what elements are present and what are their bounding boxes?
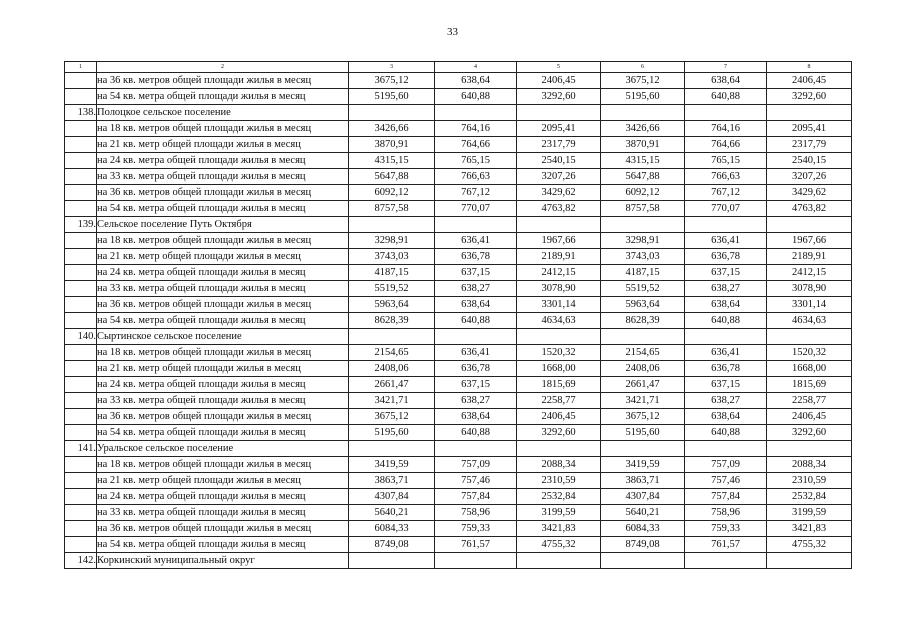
value-cell-col-4: 636,78 xyxy=(435,249,517,265)
row-label: на 18 кв. метров общей площади жилья в месяц xyxy=(97,233,349,249)
value-cell-col-4: 757,84 xyxy=(435,489,517,505)
row-label: на 18 кв. метров общей площади жилья в месяц xyxy=(97,121,349,137)
value-cell-col-5: 3078,90 xyxy=(517,281,601,297)
value-cell-col-3: 2154,65 xyxy=(349,345,435,361)
value-cell-col-8: 3292,60 xyxy=(767,425,852,441)
value-cell-col-3: 5640,21 xyxy=(349,505,435,521)
table-row xyxy=(65,313,852,329)
value-cell-col-6: 3419,59 xyxy=(601,457,685,473)
row-label: на 36 кв. метров общей площади жилья в месяц xyxy=(97,297,349,313)
empty-cell xyxy=(767,441,852,457)
empty-cell xyxy=(517,553,601,569)
value-cell-col-7: 767,12 xyxy=(685,185,767,201)
value-cell-col-6: 3863,71 xyxy=(601,473,685,489)
value-cell-col-7: 757,09 xyxy=(685,457,767,473)
row-number-cell xyxy=(65,233,97,249)
empty-cell xyxy=(435,105,517,121)
empty-cell xyxy=(601,217,685,233)
value-cell-col-6: 6084,33 xyxy=(601,521,685,537)
value-cell-col-5: 2189,91 xyxy=(517,249,601,265)
value-cell-col-7: 636,41 xyxy=(685,233,767,249)
value-cell-col-5: 3292,60 xyxy=(517,425,601,441)
value-cell-col-6: 5640,21 xyxy=(601,505,685,521)
value-cell-col-8: 2412,15 xyxy=(767,265,852,281)
empty-cell xyxy=(685,441,767,457)
value-cell-col-8: 1668,00 xyxy=(767,361,852,377)
empty-cell xyxy=(349,217,435,233)
row-label: на 33 кв. метра общей площади жилья в месяц xyxy=(97,505,349,521)
tariff-table xyxy=(64,61,852,569)
value-cell-col-6: 3421,71 xyxy=(601,393,685,409)
value-cell-col-8: 2406,45 xyxy=(767,73,852,89)
row-number-cell xyxy=(65,345,97,361)
value-cell-col-6: 3426,66 xyxy=(601,121,685,137)
value-cell-col-7: 759,33 xyxy=(685,521,767,537)
row-number-cell xyxy=(65,281,97,297)
value-cell-col-5: 3207,26 xyxy=(517,169,601,185)
value-cell-col-4: 761,57 xyxy=(435,537,517,553)
table-row xyxy=(65,201,852,217)
value-cell-col-3: 6084,33 xyxy=(349,521,435,537)
table-row xyxy=(65,233,852,249)
empty-cell xyxy=(349,441,435,457)
row-number-cell xyxy=(65,425,97,441)
value-cell-col-4: 640,88 xyxy=(435,425,517,441)
section-row xyxy=(65,441,852,457)
value-cell-col-8: 3301,14 xyxy=(767,297,852,313)
table-row xyxy=(65,185,852,201)
value-cell-col-7: 638,64 xyxy=(685,297,767,313)
value-cell-col-3: 4307,84 xyxy=(349,489,435,505)
table-row xyxy=(65,297,852,313)
value-cell-col-8: 2532,84 xyxy=(767,489,852,505)
section-number: 142. xyxy=(65,553,97,569)
value-cell-col-4: 764,66 xyxy=(435,137,517,153)
value-cell-col-8: 4755,32 xyxy=(767,537,852,553)
value-cell-col-6: 3743,03 xyxy=(601,249,685,265)
table-row xyxy=(65,473,852,489)
value-cell-col-4: 765,15 xyxy=(435,153,517,169)
column-number-3: 3 xyxy=(349,62,435,73)
table-row xyxy=(65,153,852,169)
value-cell-col-6: 8757,58 xyxy=(601,201,685,217)
table-row xyxy=(65,377,852,393)
row-number-cell xyxy=(65,249,97,265)
empty-cell xyxy=(601,441,685,457)
value-cell-col-6: 8628,39 xyxy=(601,313,685,329)
value-cell-col-6: 5647,88 xyxy=(601,169,685,185)
value-cell-col-8: 3207,26 xyxy=(767,169,852,185)
value-cell-col-3: 3743,03 xyxy=(349,249,435,265)
empty-cell xyxy=(517,105,601,121)
table-row xyxy=(65,345,852,361)
value-cell-col-6: 3675,12 xyxy=(601,409,685,425)
row-label: на 24 кв. метра общей площади жилья в месяц xyxy=(97,265,349,281)
value-cell-col-6: 3870,91 xyxy=(601,137,685,153)
value-cell-col-8: 1967,66 xyxy=(767,233,852,249)
value-cell-col-7: 765,15 xyxy=(685,153,767,169)
row-number-cell xyxy=(65,297,97,313)
value-cell-col-7: 770,07 xyxy=(685,201,767,217)
value-cell-col-5: 1815,69 xyxy=(517,377,601,393)
row-label: на 24 кв. метра общей площади жилья в месяц xyxy=(97,153,349,169)
column-number-1: 1 xyxy=(65,62,97,73)
value-cell-col-7: 636,41 xyxy=(685,345,767,361)
section-name: Уральское сельское поселение xyxy=(97,441,349,457)
value-cell-col-5: 3199,59 xyxy=(517,505,601,521)
value-cell-col-4: 757,46 xyxy=(435,473,517,489)
section-row xyxy=(65,217,852,233)
row-label: на 21 кв. метр общей площади жилья в месяц xyxy=(97,249,349,265)
empty-cell xyxy=(349,553,435,569)
value-cell-col-3: 8749,08 xyxy=(349,537,435,553)
value-cell-col-4: 757,09 xyxy=(435,457,517,473)
row-number-cell xyxy=(65,377,97,393)
value-cell-col-5: 2095,41 xyxy=(517,121,601,137)
value-cell-col-5: 1520,32 xyxy=(517,345,601,361)
empty-cell xyxy=(517,217,601,233)
row-label: на 33 кв. метра общей площади жилья в месяц xyxy=(97,281,349,297)
value-cell-col-5: 2317,79 xyxy=(517,137,601,153)
empty-cell xyxy=(435,553,517,569)
value-cell-col-3: 5195,60 xyxy=(349,89,435,105)
value-cell-col-6: 2408,06 xyxy=(601,361,685,377)
empty-cell xyxy=(435,217,517,233)
value-cell-col-8: 2317,79 xyxy=(767,137,852,153)
empty-cell xyxy=(685,553,767,569)
row-label: на 21 кв. метр общей площади жилья в месяц xyxy=(97,361,349,377)
value-cell-col-3: 5195,60 xyxy=(349,425,435,441)
value-cell-col-4: 770,07 xyxy=(435,201,517,217)
value-cell-col-8: 3078,90 xyxy=(767,281,852,297)
value-cell-col-5: 3292,60 xyxy=(517,89,601,105)
row-label: на 18 кв. метров общей площади жилья в месяц xyxy=(97,345,349,361)
value-cell-col-8: 2095,41 xyxy=(767,121,852,137)
value-cell-col-5: 2406,45 xyxy=(517,409,601,425)
empty-cell xyxy=(767,553,852,569)
row-number-cell xyxy=(65,73,97,89)
value-cell-col-5: 4755,32 xyxy=(517,537,601,553)
value-cell-col-3: 3675,12 xyxy=(349,73,435,89)
column-number-4: 4 xyxy=(435,62,517,73)
value-cell-col-8: 2088,34 xyxy=(767,457,852,473)
value-cell-col-7: 638,27 xyxy=(685,281,767,297)
empty-cell xyxy=(767,105,852,121)
table-row xyxy=(65,521,852,537)
section-name: Коркинский муниципальный округ xyxy=(97,553,349,569)
value-cell-col-3: 3675,12 xyxy=(349,409,435,425)
row-label: на 33 кв. метра общей площади жилья в месяц xyxy=(97,393,349,409)
value-cell-col-6: 2154,65 xyxy=(601,345,685,361)
row-label: на 21 кв. метр общей площади жилья в месяц xyxy=(97,473,349,489)
empty-cell xyxy=(767,329,852,345)
value-cell-col-6: 3675,12 xyxy=(601,73,685,89)
value-cell-col-4: 637,15 xyxy=(435,265,517,281)
row-number-cell xyxy=(65,521,97,537)
value-cell-col-5: 2406,45 xyxy=(517,73,601,89)
value-cell-col-3: 2408,06 xyxy=(349,361,435,377)
value-cell-col-6: 2661,47 xyxy=(601,377,685,393)
empty-cell xyxy=(349,105,435,121)
value-cell-col-8: 4634,63 xyxy=(767,313,852,329)
column-number-7: 7 xyxy=(685,62,767,73)
table-row xyxy=(65,537,852,553)
empty-cell xyxy=(601,553,685,569)
value-cell-col-4: 638,64 xyxy=(435,409,517,425)
value-cell-col-4: 766,63 xyxy=(435,169,517,185)
value-cell-col-7: 638,64 xyxy=(685,409,767,425)
value-cell-col-7: 757,84 xyxy=(685,489,767,505)
value-cell-col-7: 640,88 xyxy=(685,313,767,329)
value-cell-col-6: 5519,52 xyxy=(601,281,685,297)
value-cell-col-8: 2258,77 xyxy=(767,393,852,409)
value-cell-col-5: 2540,15 xyxy=(517,153,601,169)
value-cell-col-7: 766,63 xyxy=(685,169,767,185)
row-label: на 18 кв. метров общей площади жилья в месяц xyxy=(97,457,349,473)
section-number: 141. xyxy=(65,441,97,457)
value-cell-col-8: 1815,69 xyxy=(767,377,852,393)
value-cell-col-3: 5647,88 xyxy=(349,169,435,185)
row-number-cell xyxy=(65,265,97,281)
value-cell-col-3: 2661,47 xyxy=(349,377,435,393)
column-number-row xyxy=(65,62,852,73)
row-label: на 54 кв. метра общей площади жилья в месяц xyxy=(97,425,349,441)
empty-cell xyxy=(601,105,685,121)
value-cell-col-7: 757,46 xyxy=(685,473,767,489)
value-cell-col-4: 767,12 xyxy=(435,185,517,201)
value-cell-col-6: 4315,15 xyxy=(601,153,685,169)
table-row xyxy=(65,265,852,281)
value-cell-col-5: 3301,14 xyxy=(517,297,601,313)
value-cell-col-7: 636,78 xyxy=(685,249,767,265)
section-name: Сыртинское сельское поселение xyxy=(97,329,349,345)
empty-cell xyxy=(435,441,517,457)
row-number-cell xyxy=(65,121,97,137)
value-cell-col-3: 4187,15 xyxy=(349,265,435,281)
value-cell-col-6: 5195,60 xyxy=(601,89,685,105)
value-cell-col-3: 4315,15 xyxy=(349,153,435,169)
value-cell-col-6: 8749,08 xyxy=(601,537,685,553)
row-number-cell xyxy=(65,457,97,473)
row-label: на 36 кв. метров общей площади жилья в месяц xyxy=(97,521,349,537)
table-row xyxy=(65,505,852,521)
value-cell-col-7: 636,78 xyxy=(685,361,767,377)
empty-cell xyxy=(601,329,685,345)
row-number-cell xyxy=(65,153,97,169)
empty-cell xyxy=(517,441,601,457)
table-body xyxy=(65,62,852,569)
value-cell-col-8: 3199,59 xyxy=(767,505,852,521)
value-cell-col-5: 4763,82 xyxy=(517,201,601,217)
value-cell-col-6: 5963,64 xyxy=(601,297,685,313)
row-label: на 21 кв. метр общей площади жилья в месяц xyxy=(97,137,349,153)
value-cell-col-7: 761,57 xyxy=(685,537,767,553)
empty-cell xyxy=(767,217,852,233)
empty-cell xyxy=(517,329,601,345)
table-row xyxy=(65,361,852,377)
value-cell-col-5: 2310,59 xyxy=(517,473,601,489)
table-row xyxy=(65,89,852,105)
value-cell-col-8: 2189,91 xyxy=(767,249,852,265)
column-number-2: 2 xyxy=(97,62,349,73)
section-row xyxy=(65,553,852,569)
empty-cell xyxy=(435,329,517,345)
value-cell-col-8: 1520,32 xyxy=(767,345,852,361)
row-number-cell xyxy=(65,137,97,153)
value-cell-col-5: 1668,00 xyxy=(517,361,601,377)
section-name: Полоцкое сельское поселение xyxy=(97,105,349,121)
value-cell-col-3: 3426,66 xyxy=(349,121,435,137)
row-number-cell xyxy=(65,313,97,329)
value-cell-col-8: 3292,60 xyxy=(767,89,852,105)
value-cell-col-6: 6092,12 xyxy=(601,185,685,201)
empty-cell xyxy=(685,329,767,345)
value-cell-col-3: 6092,12 xyxy=(349,185,435,201)
row-number-cell xyxy=(65,361,97,377)
value-cell-col-8: 2540,15 xyxy=(767,153,852,169)
section-name: Сельское поселение Путь Октября xyxy=(97,217,349,233)
value-cell-col-4: 638,27 xyxy=(435,281,517,297)
value-cell-col-4: 638,27 xyxy=(435,393,517,409)
table-row xyxy=(65,457,852,473)
value-cell-col-3: 3863,71 xyxy=(349,473,435,489)
value-cell-col-4: 638,64 xyxy=(435,73,517,89)
value-cell-col-8: 3429,62 xyxy=(767,185,852,201)
row-number-cell xyxy=(65,201,97,217)
value-cell-col-5: 1967,66 xyxy=(517,233,601,249)
value-cell-col-8: 2310,59 xyxy=(767,473,852,489)
row-number-cell xyxy=(65,393,97,409)
value-cell-col-4: 636,78 xyxy=(435,361,517,377)
column-number-6: 6 xyxy=(601,62,685,73)
row-number-cell xyxy=(65,169,97,185)
row-label: на 36 кв. метров общей площади жилья в месяц xyxy=(97,409,349,425)
row-number-cell xyxy=(65,89,97,105)
table-row xyxy=(65,425,852,441)
column-number-8: 8 xyxy=(767,62,852,73)
value-cell-col-5: 3429,62 xyxy=(517,185,601,201)
value-cell-col-4: 640,88 xyxy=(435,313,517,329)
value-cell-col-3: 3421,71 xyxy=(349,393,435,409)
table-row xyxy=(65,121,852,137)
value-cell-col-5: 4634,63 xyxy=(517,313,601,329)
row-label: на 24 кв. метра общей площади жилья в месяц xyxy=(97,377,349,393)
row-number-cell xyxy=(65,537,97,553)
section-number: 140. xyxy=(65,329,97,345)
value-cell-col-3: 3419,59 xyxy=(349,457,435,473)
table-row xyxy=(65,393,852,409)
value-cell-col-7: 764,16 xyxy=(685,121,767,137)
value-cell-col-7: 638,64 xyxy=(685,73,767,89)
row-number-cell xyxy=(65,409,97,425)
value-cell-col-4: 636,41 xyxy=(435,233,517,249)
value-cell-col-7: 758,96 xyxy=(685,505,767,521)
row-number-cell xyxy=(65,489,97,505)
value-cell-col-3: 8628,39 xyxy=(349,313,435,329)
value-cell-col-5: 2412,15 xyxy=(517,265,601,281)
value-cell-col-3: 3298,91 xyxy=(349,233,435,249)
section-number: 138. xyxy=(65,105,97,121)
value-cell-col-5: 2258,77 xyxy=(517,393,601,409)
value-cell-col-3: 8757,58 xyxy=(349,201,435,217)
row-label: на 36 кв. метров общей площади жилья в месяц xyxy=(97,73,349,89)
table-row xyxy=(65,249,852,265)
section-row xyxy=(65,329,852,345)
table-row xyxy=(65,73,852,89)
empty-cell xyxy=(685,105,767,121)
section-number: 139. xyxy=(65,217,97,233)
table-row xyxy=(65,489,852,505)
row-label: на 54 кв. метра общей площади жилья в месяц xyxy=(97,537,349,553)
value-cell-col-7: 638,27 xyxy=(685,393,767,409)
row-number-cell xyxy=(65,185,97,201)
row-label: на 36 кв. метров общей площади жилья в месяц xyxy=(97,185,349,201)
table-row xyxy=(65,137,852,153)
row-label: на 33 кв. метра общей площади жилья в месяц xyxy=(97,169,349,185)
value-cell-col-7: 640,88 xyxy=(685,425,767,441)
value-cell-col-3: 5963,64 xyxy=(349,297,435,313)
value-cell-col-4: 759,33 xyxy=(435,521,517,537)
value-cell-col-7: 640,88 xyxy=(685,89,767,105)
section-row xyxy=(65,105,852,121)
empty-cell xyxy=(349,329,435,345)
page-number: 33 xyxy=(447,26,458,38)
value-cell-col-8: 2406,45 xyxy=(767,409,852,425)
row-label: на 24 кв. метра общей площади жилья в месяц xyxy=(97,489,349,505)
value-cell-col-5: 2532,84 xyxy=(517,489,601,505)
row-number-cell xyxy=(65,505,97,521)
value-cell-col-5: 2088,34 xyxy=(517,457,601,473)
value-cell-col-3: 3870,91 xyxy=(349,137,435,153)
value-cell-col-5: 3421,83 xyxy=(517,521,601,537)
value-cell-col-4: 636,41 xyxy=(435,345,517,361)
value-cell-col-7: 764,66 xyxy=(685,137,767,153)
row-label: на 54 кв. метра общей площади жилья в месяц xyxy=(97,201,349,217)
value-cell-col-4: 640,88 xyxy=(435,89,517,105)
value-cell-col-3: 5519,52 xyxy=(349,281,435,297)
table-row xyxy=(65,169,852,185)
row-label: на 54 кв. метра общей площади жилья в месяц xyxy=(97,89,349,105)
value-cell-col-4: 764,16 xyxy=(435,121,517,137)
empty-cell xyxy=(685,217,767,233)
table-row xyxy=(65,281,852,297)
value-cell-col-6: 5195,60 xyxy=(601,425,685,441)
value-cell-col-8: 4763,82 xyxy=(767,201,852,217)
value-cell-col-4: 637,15 xyxy=(435,377,517,393)
table-row xyxy=(65,409,852,425)
value-cell-col-4: 638,64 xyxy=(435,297,517,313)
value-cell-col-7: 637,15 xyxy=(685,265,767,281)
value-cell-col-8: 3421,83 xyxy=(767,521,852,537)
value-cell-col-6: 4307,84 xyxy=(601,489,685,505)
value-cell-col-6: 4187,15 xyxy=(601,265,685,281)
value-cell-col-7: 637,15 xyxy=(685,377,767,393)
value-cell-col-6: 3298,91 xyxy=(601,233,685,249)
value-cell-col-4: 758,96 xyxy=(435,505,517,521)
column-number-5: 5 xyxy=(517,62,601,73)
row-label: на 54 кв. метра общей площади жилья в месяц xyxy=(97,313,349,329)
row-number-cell xyxy=(65,473,97,489)
